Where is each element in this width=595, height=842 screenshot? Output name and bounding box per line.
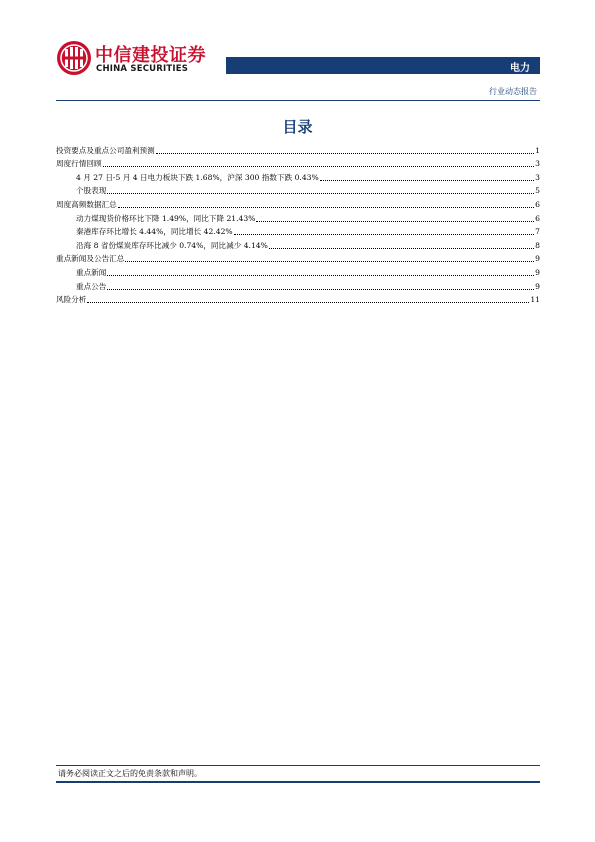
toc-leader-dots <box>87 302 529 303</box>
toc-leader-dots <box>107 289 534 290</box>
logo-chinese-name: 中信建投证券 <box>95 45 206 66</box>
toc-entry-text: 4 月 27 日-5 月 4 日电力板块下跌 1.68%，沪深 300 指数下跌 0.43% <box>76 172 319 182</box>
toc-entry[interactable] <box>56 169 540 183</box>
toc-leader-dots <box>125 261 534 262</box>
toc-leader-dots <box>103 166 535 167</box>
toc-entry-page: 6 <box>535 199 540 209</box>
toc-entry[interactable] <box>56 183 540 197</box>
toc-entry-page: 11 <box>530 295 540 305</box>
toc-leader-dots <box>234 234 535 235</box>
toc-entry-text: 个股表现 <box>76 186 107 196</box>
toc-leader-dots <box>107 193 534 194</box>
toc-entry-text: 投资要点及重点公司盈利预测 <box>56 145 155 155</box>
footer-divider-top <box>56 765 540 766</box>
toc-entry[interactable] <box>56 251 540 265</box>
header-divider <box>56 100 540 101</box>
footer-disclaimer: 请务必阅读正文之后的免责条款和声明。 <box>58 769 202 778</box>
toc-entry-page: 9 <box>535 267 540 277</box>
toc-leader-dots <box>107 275 534 276</box>
toc-entry-text: 重点新闻 <box>76 267 107 277</box>
toc-entry-page: 3 <box>535 172 540 182</box>
table-of-contents <box>56 142 540 305</box>
toc-entry-page: 3 <box>535 159 540 169</box>
toc-entry-page: 7 <box>535 227 540 237</box>
toc-entry-page: 6 <box>535 213 540 223</box>
report-type-label: 行业动态报告 <box>489 87 537 96</box>
toc-entry-text: 秦港库存环比增长 4.44%，同比增长 42.42% <box>76 227 233 237</box>
footer-divider-bottom <box>56 781 540 783</box>
toc-entry-text: 周度高频数据汇总 <box>56 199 117 209</box>
toc-entry-page: 8 <box>535 240 540 250</box>
toc-entry-text: 重点新闻及公告汇总 <box>56 254 125 264</box>
toc-title: 目录 <box>282 118 313 136</box>
toc-entry[interactable] <box>56 264 540 278</box>
toc-leader-dots <box>156 153 534 154</box>
toc-entry[interactable] <box>56 237 540 251</box>
toc-leader-dots <box>320 180 534 181</box>
toc-entry-page: 5 <box>535 186 540 196</box>
toc-leader-dots <box>269 248 534 249</box>
toc-entry[interactable] <box>56 278 540 292</box>
china-securities-logo-icon <box>56 40 92 76</box>
toc-entry-page: 9 <box>535 281 540 291</box>
toc-entry[interactable] <box>56 210 540 224</box>
toc-leader-dots <box>256 221 534 222</box>
company-logo <box>56 40 206 76</box>
toc-leader-dots <box>118 207 534 208</box>
sector-label: 电力 <box>510 63 530 74</box>
toc-entry[interactable] <box>56 196 540 210</box>
toc-entry-text: 风险分析 <box>56 295 87 305</box>
toc-entry-text: 周度行情回顾 <box>56 159 102 169</box>
toc-entry-text: 重点公告 <box>76 281 107 291</box>
toc-entry[interactable] <box>56 142 540 156</box>
toc-entry-text: 沿海 8 省份煤炭库存环比减少 0.74%，同比减少 4.14% <box>76 240 268 250</box>
toc-entry[interactable] <box>56 292 540 306</box>
toc-entry-text: 动力煤现货价格环比下降 1.49%，同比下降 21.43% <box>76 213 256 223</box>
toc-entry-page: 9 <box>535 254 540 264</box>
logo-english-name: CHINA SECURITIES <box>96 64 189 74</box>
sector-header-bar <box>226 57 540 74</box>
toc-entry-page: 1 <box>535 145 540 155</box>
toc-entry[interactable] <box>56 224 540 238</box>
toc-entry[interactable] <box>56 156 540 170</box>
